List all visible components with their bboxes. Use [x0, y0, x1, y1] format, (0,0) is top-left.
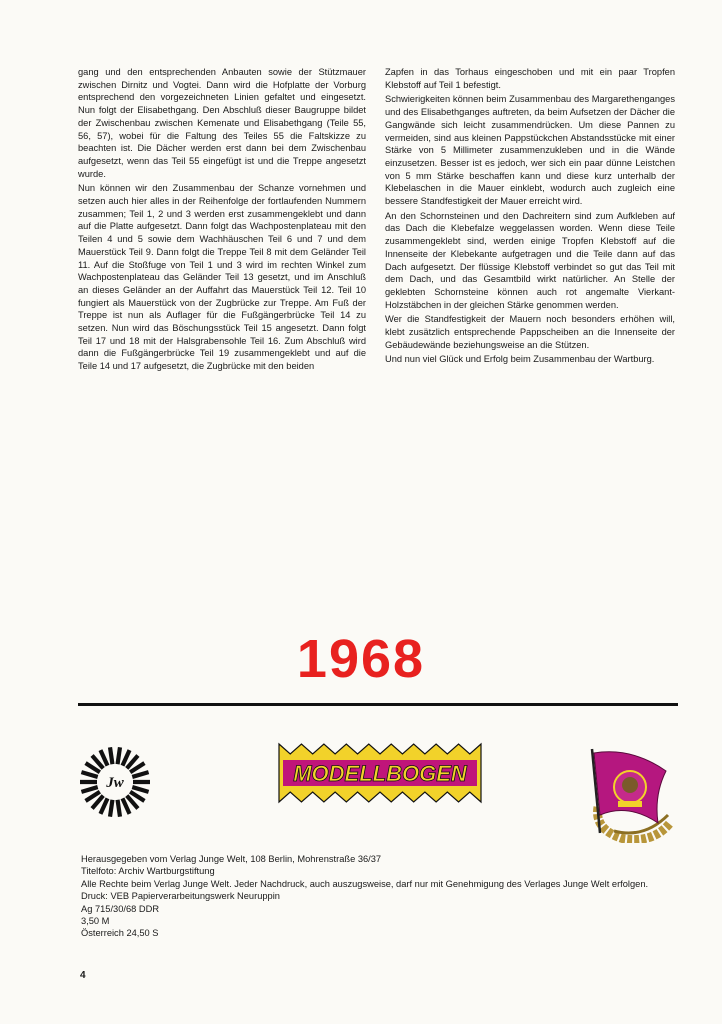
sun-ray — [132, 772, 148, 777]
modellbogen-text: MODELLBOGEN — [293, 761, 467, 786]
junge-welt-logo — [78, 745, 152, 819]
sun-ray — [81, 787, 97, 792]
sun-ray — [110, 800, 112, 817]
imprint-price-ddr: 3,50 M — [81, 916, 110, 927]
imprint-license: Ag 715/30/68 DDR — [81, 903, 160, 914]
left-text-column — [78, 66, 366, 375]
imprint-cover-photo: Titelfoto: Archiv Wartburgstiftung — [81, 866, 215, 877]
imprint — [81, 853, 681, 940]
modellbogen-logo — [275, 742, 485, 804]
right-text-column — [385, 66, 675, 368]
page-number: 4 — [80, 970, 86, 981]
sun-ray — [118, 747, 120, 764]
divider-rule — [78, 703, 678, 706]
paragraph: gang und den entsprechenden Anbauten sowie der Stützmauer zwischen Dirnitz und Vogtei. Dann wird die Hofplatte der Vorburg entsprechend den vorgezeichneten Linien gefaltet und eingesetzt. Nun folgt der Elisabethgang. Den Abschluß dieser Baugruppe bildet der Zwischenbau zwischen Kemenate und Elisabethgang (Teile 55, 56, 57), wobei für die Faltung des Teiles 55 die Faltskizze zu beachten ist. Die Dächer werden erst dann bei dem Zwischenbau aufgesetzt, wenn das Teil 55 eingefügt ist und die Treppe angesetzt wurde. — [78, 67, 366, 179]
imprint-price-austria: Österreich 24,50 S — [81, 928, 159, 939]
sun-ray — [81, 772, 97, 777]
sun-ray — [110, 747, 112, 764]
imprint-print: Druck: VEB Papierverarbeitungswerk Neuruppin — [81, 891, 280, 902]
jw-logo-text: Jw — [106, 775, 124, 791]
paragraph: Und nun viel Glück und Erfolg beim Zusammenbau der Wartburg. — [385, 354, 655, 365]
paragraph: An den Schornsteinen und den Dachreitern sind zum Aufkleben auf das Dach die Klebefalze weggelassen worden. Wenn diese Teile zusammengeklebt sind, werden einige Tropfen Klebstoff auf die Innenseite der Klebekante aufgetragen und die Teile dann auf das Dach aufgesetzt. Der flüssige Klebstoff verbindet so gut das Teil mit dem Dach, und das Gesamtbild wirkt natürlicher. An Stelle der geklebten Schornsteine können auch rot angemalte Vierkant-Holzstäbchen in der gleichen Stärke genommen werden. — [385, 210, 675, 310]
paragraph: Nun können wir den Zusammenbau der Schanze vornehmen und setzen auch hier alles in der Reihenfolge der fortlaufenden Nummern zusammen; Teil 1, 2 und 3 werden erst zusammengeklebt und dann auf die Platte aufgesetzt. Dann folgt das Wachpostenplateau mit den Teilen 4 und 5 sowie dem Wachhäuschen Teil 6 und 7 und dem Mauerstück Teil 9. Dann folgt die Treppe Teil 8 mit dem Geländer Teil 11. Auf die Stoßfuge von Teil 1 und 3 wird im rechten Winkel zum Wachpostenplateau das Geländer Teil 13 gesetzt, und im Anschluß an dieses Geländer an der Auffahrt das Mauerstück Teil 12. Teil 10 fungiert als Mauerstück von der Zugbrücke zur Treppe. Am Fuß der Treppe ist nun als Auflager für die Fußgängerbrücke Teil 14 zu setzen. Nun wird das Böschungsstück Teil 15 angesetzt. Dann folgt Teil 17 und 18 mit der Halsgrabensohle Teil 16. Zum Abschluß wird dann die Fußgängerbrücke Teil 19 zusammengeklebt und auf die Teile 14 und 17 aufgesetzt, die Zugbrücke mit den beiden — [78, 183, 366, 372]
imprint-rights: Alle Rechte beim Verlag Junge Welt. Jeder Nachdruck, auch auszugsweise, darf nur mit Genehmigung des Verlages Junge Welt erfolgen. — [81, 878, 649, 889]
imprint-publisher: Herausgegeben vom Verlag Junge Welt, 108 Berlin, Mohrenstraße 36/37 — [81, 854, 382, 864]
paragraph: Zapfen in das Torhaus eingeschoben und mit ein paar Tropfen Klebstoff auf Teil 1 befestigt. — [385, 67, 675, 90]
sun-ray — [118, 800, 120, 817]
pioneer-flag-icon — [584, 745, 680, 843]
paragraph: Wer die Standfestigkeit der Mauern noch besonders erhöhen will, klebt zusätzlich entsprechende Pappscheiben an die Innenseite der Gebäudewände beziehungsweise an die Stützen. — [385, 314, 675, 350]
sun-ray — [132, 787, 148, 792]
year-stamp: 1968 — [296, 629, 426, 689]
paragraph: Schwierigkeiten können beim Zusammenbau des Margarethenganges und des Elisabethganges auftreten, da beim Aufsetzen der Dächer die Gangwände sich leicht zusammendrücken. Um diese Pannen zu vermeiden, sind aus kleinen Pappstückchen Abstandsstücke mit einer Stärke von 5 Millimeter zusammenzukleben und in die Wände einzusetzen. Besser ist es jedoch, wer sich ein paar dünne Leistchen von 5 mm Stärke beschaffen kann und diese kurz unterhalb der Klebelaschen in die Mauer einklebt, wodurch auch zugleich eine bessere Standfestigkeit der Mauer erreicht wird. — [385, 94, 675, 207]
